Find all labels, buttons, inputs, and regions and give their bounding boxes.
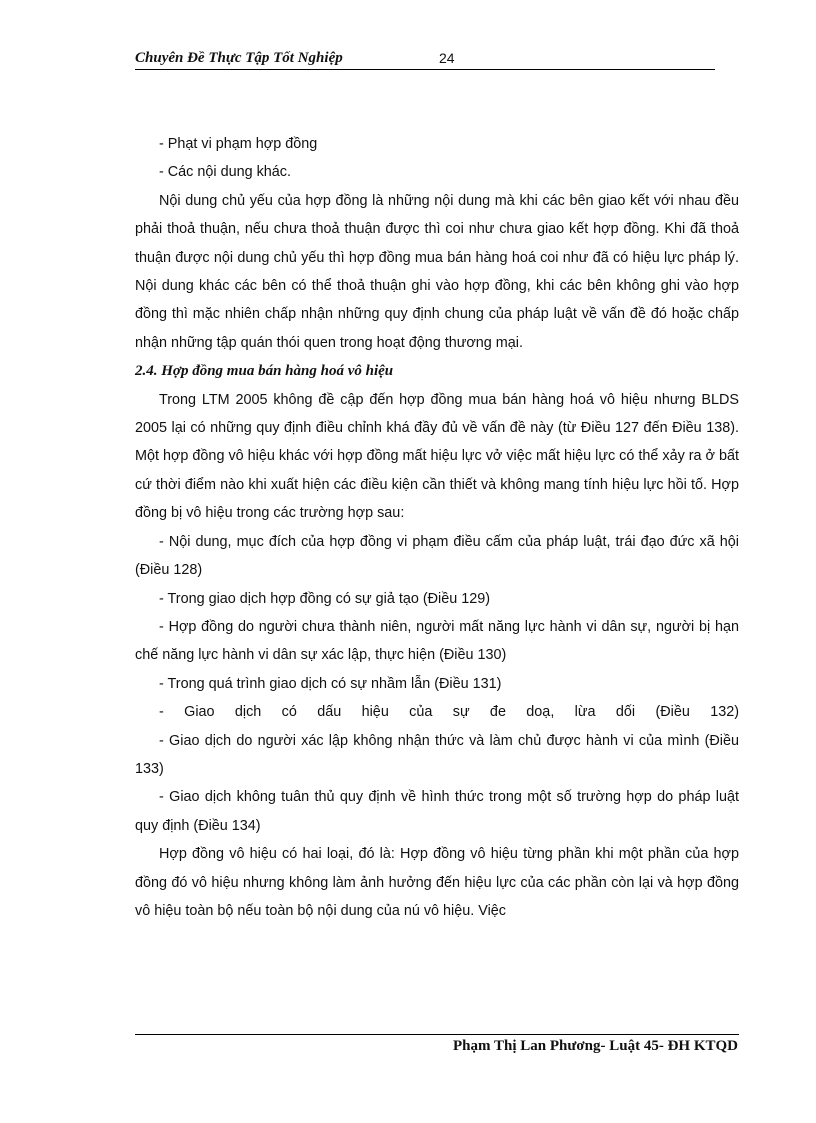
list-item-article-133: - Giao dịch do người xác lập không nhận thức và làm chủ được hành vi của mình (Điều 133) [135, 732, 739, 777]
document-body [135, 130, 739, 925]
document-title: Chuyên Đề Thực Tập Tốt Nghiệp [135, 50, 343, 66]
list-item-article-132: - Giao dịch có dấu hiệu của sự đe doạ, lừa dối (Điều 132) [159, 704, 739, 721]
paragraph-invalid-contract: Trong LTM 2005 không đề cập đến hợp đồng mua bán hàng hoá vô hiệu nhưng BLDS 2005 lại có những quy định điều chỉnh khá đầy đủ về vấn đề này (từ Điều 127 đến Điều 138). Một hợp đồng vô hiệu khác với hợp đồng mất hiệu lực vở việc mất hiệu lực có thể xảy ra ở bất cứ thời điểm nào khi xuất hiện các điều kiện cần thiết và không mang tính hiệu lực hồi tố. Hợp đồng bị vô hiệu trong các trường hợp sau: [135, 391, 739, 522]
list-item-article-130: - Hợp đồng do người chưa thành niên, người mất năng lực hành vi dân sự, người bị hạn chế năng lực hành vi dân sự xác lập, thực hiện (Điều 130) [135, 618, 739, 664]
paragraph-invalid-types: Hợp đồng vô hiệu có hai loại, đó là: Hợp đồng vô hiệu từng phần khi một phần của hợp đồng đó vô hiệu nhưng không làm ảnh hưởng đến hiệu lực của các phần còn lại và hợp đồng vô hiệu toàn bộ nếu toàn bộ nội dung của nú vô hiệu. Việc [135, 846, 739, 919]
section-heading-2-4: 2.4. Hợp đồng mua bán hàng hoá vô hiệu [135, 363, 394, 380]
page-header [135, 49, 715, 70]
page-number: 24 [439, 50, 455, 66]
footer-divider [135, 1034, 739, 1035]
list-item-article-134: - Giao dịch không tuân thủ quy định về hình thức trong một số trường hợp do pháp luật quy định (Điều 134) [135, 789, 739, 834]
list-item-penalty: - Phạt vi phạm hợp đồng [159, 136, 318, 152]
footer-author: Phạm Thị Lan Phương- Luật 45- ĐH KTQD [453, 1038, 738, 1054]
list-item-article-129: - Trong giao dịch hợp đồng có sự giả tạo (Điều 129) [159, 590, 491, 607]
list-item-other-content: - Các nội dung khác. [159, 164, 291, 181]
list-item-article-128: - Nội dung, mục đích của hợp đồng vi phạm điều cấm của pháp luật, trái đạo đức xã hội (Điều 128) [135, 533, 739, 579]
list-item-article-131: - Trong quá trình giao dịch có sự nhầm lẫn (Điều 131) [159, 675, 502, 692]
paragraph-main-content: Nội dung chủ yếu của hợp đồng là những nội dung mà khi các bên giao kết với nhau đều phải thoả thuận, nếu chưa thoả thuận được thì coi như chưa giao kết hợp đồng. Khi đã thoả thuận được nội dung chủ yếu thì hợp đồng mua bán hàng hoá coi như đã có hiệu lực pháp lý. Nội dung khác các bên có thể thoả thuận ghi vào hợp đồng, khi các bên không ghi vào hợp đồng thì mặc nhiên chấp nhận những quy định chung của pháp luật về vấn đề đó hoặc chấp nhận những tập quán thói quen trong hoạt động thương mại. [135, 192, 739, 351]
